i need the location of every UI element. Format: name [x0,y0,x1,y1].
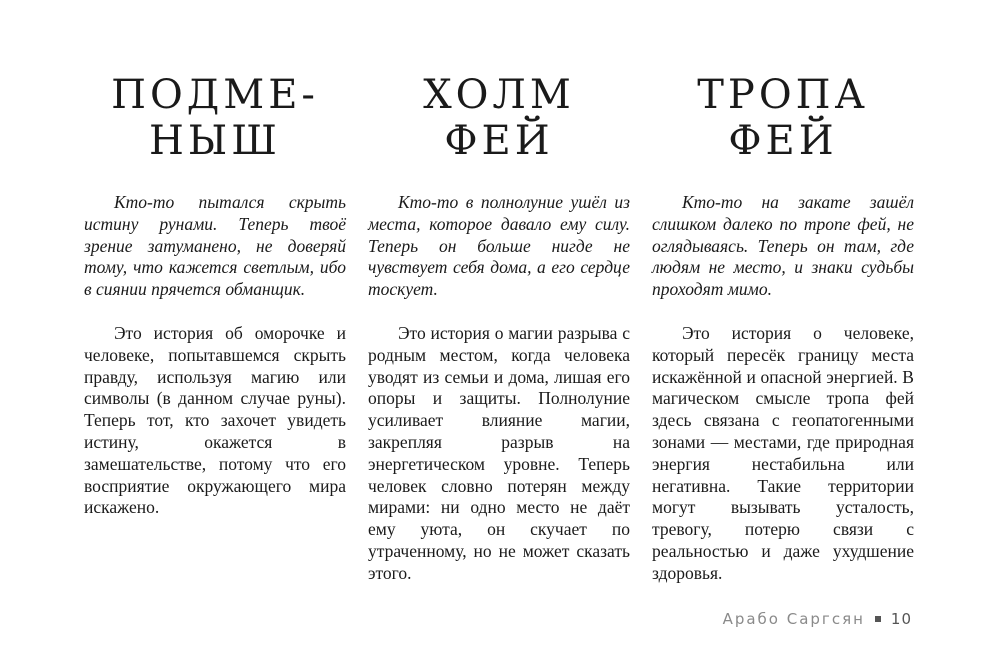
column-podmenysh [84,72,346,519]
section-title: ПОДМЕ- НЫШ [111,72,319,164]
page-number: 10 [890,610,912,628]
square-bullet-icon [875,616,881,622]
body-paragraph: Это история о магии разрыва с родным местом, когда человека уводят из семьи и дома, лишая его опоры и защиты. Полнолуние усиливает влияние магии, закрепляя разрыв на энергетическом уровне. Теперь человек словно потерян между мирами: ни одно место не даёт ему уюта, он скучает по утраченному, но не может сказать этого. [368,322,630,583]
column-tropa-fey [652,72,914,585]
intro-paragraph: Кто-то в полнолуние ушёл из места, которое давало ему силу. Теперь он больше нигде не чувствует себя дома, а его сердце тоскует. [368,192,630,300]
section-title: ХОЛМ ФЕЙ [423,72,575,164]
page-footer [723,610,912,628]
intro-paragraph: Кто-то на закате зашёл слишком далеко по тропе фей, не оглядываясь. Теперь он там, где людям не место, и знаки судьбы проходят мимо. [652,192,914,300]
body-paragraph: Это история об оморочке и человеке, попытавшемся скрыть правду, используя магию или символы (в данном случае руны). Теперь тот, кто захочет увидеть истину, окажется в замешательстве, потому что его восприятие окружающего мира искажено. [84,322,346,518]
intro-paragraph: Кто-то пытался скрыть истину рунами. Теперь твоё зрение затуманено, не доверяй тому, что кажется светлым, ибо в сиянии прячется обманщик. [84,192,346,300]
author-name: Арабо Саргсян [722,610,865,628]
column-kholm-fey [368,72,630,585]
section-title: ТРОПА ФЕЙ [697,72,869,164]
body-paragraph: Это история о человеке, который пересёк границу места искажённой и опасной энергией. В магическом смысле тропа фей здесь связана с геопатогенными зонами — местами, где природная энергия нестабильна или негативна. Такие территории могут вызывать усталость, тревогу, потерю связи с реальностью и даже ухудшение здоровья. [652,322,914,583]
